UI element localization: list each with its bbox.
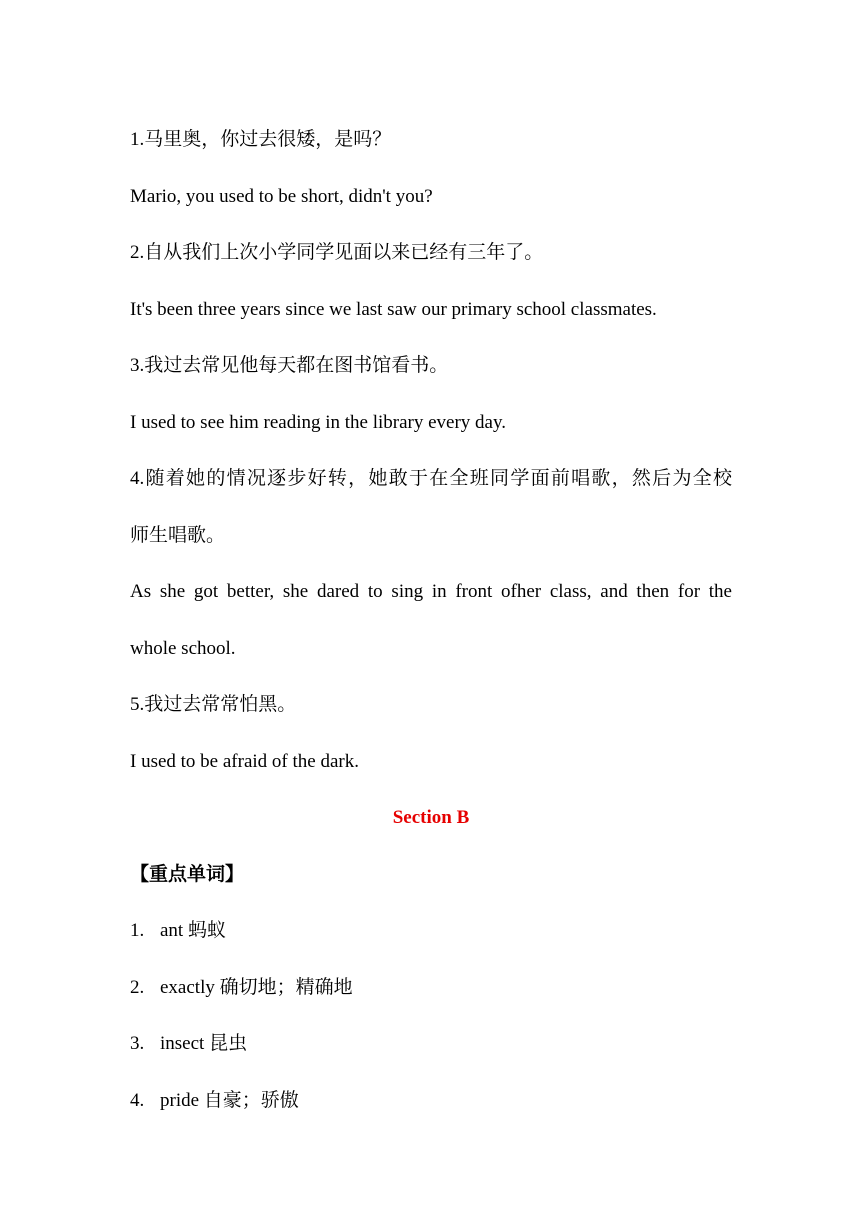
sentence-4-en-line2: whole school.	[130, 637, 236, 659]
sentence-4-en-line1: As she got better, she dared to sing in front ofher class, and then for the	[130, 581, 732, 602]
sentence-2-en: It's been three years since we last saw our primary school classmates.	[130, 298, 657, 320]
sentence-3-en: I used to see him reading in the library every day.	[130, 411, 507, 433]
sentence-2-zh: 2.自从我们上次小学同学见面以来已经有三年了。	[130, 242, 544, 263]
vocab-number: 3.	[130, 1033, 145, 1054]
sentence-3-zh: 3.我过去常见他每天都在图书馆看书。	[130, 355, 449, 376]
vocab-text: ant 蚂蚁	[160, 920, 226, 941]
sentence-5-en: I used to be afraid of the dark.	[130, 750, 359, 772]
sentence-1-en: Mario, you used to be short, didn't you?	[130, 185, 433, 207]
vocab-number: 1.	[130, 920, 145, 941]
vocab-number: 4.	[130, 1089, 145, 1111]
vocab-item	[130, 960, 732, 1017]
sentence-4-zh-line1: 4.随着她的情况逐步好转，她敢于在全班同学面前唱歌，然后为全校	[130, 468, 732, 489]
vocab-item	[130, 1016, 732, 1073]
vocab-text: insect 昆虫	[160, 1033, 248, 1054]
vocab-text: exactly 确切地；精确地	[160, 976, 353, 998]
sentence-5-zh: 5.我过去常常怕黑。	[130, 694, 297, 715]
sentence-1-zh: 1.马里奥，你过去很矮，是吗？	[130, 129, 392, 150]
vocab-number: 2.	[130, 976, 145, 998]
document-page	[130, 112, 732, 1129]
vocab-item	[130, 903, 732, 960]
section-title: Section B	[392, 807, 470, 828]
vocab-heading: 【重点单词】	[130, 863, 245, 885]
vocab-item	[130, 1073, 732, 1130]
sentence-4-zh-line2: 师生唱歌。	[130, 524, 226, 546]
vocab-text: pride 自豪；骄傲	[160, 1089, 299, 1111]
